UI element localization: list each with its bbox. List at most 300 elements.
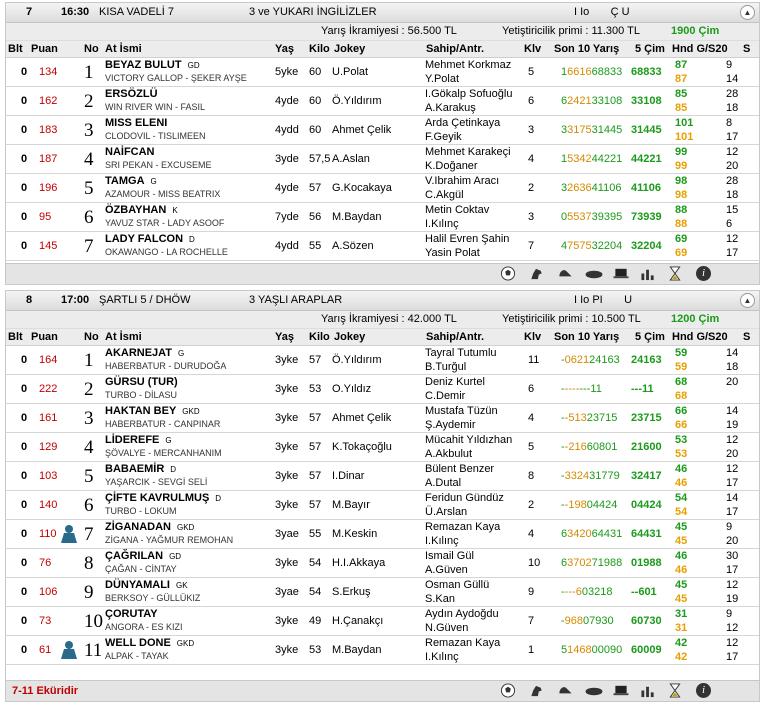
g-s20-first: 12: [726, 637, 739, 649]
horse-name[interactable]: ÇAĞRILAN GD: [105, 550, 182, 562]
horse-row[interactable]: [6, 174, 759, 203]
laptop-icon[interactable]: [612, 266, 628, 281]
owner-name[interactable]: Remazan Kaya: [425, 521, 501, 533]
race-number: 7: [26, 6, 33, 18]
jockey-name[interactable]: A.Aslan: [332, 153, 370, 165]
start-box: 6: [528, 95, 535, 107]
blinker: 0: [21, 499, 28, 511]
horse-weight: 49: [309, 615, 322, 627]
start-box: 8: [528, 470, 535, 482]
trainer-name[interactable]: S.Kan: [425, 593, 455, 605]
blinker: 0: [21, 615, 28, 627]
jockey-silk-icon: [58, 524, 80, 547]
last-5-turf: 04424: [631, 499, 662, 511]
race-card-7: [5, 2, 760, 285]
horse-parents: YAŞARCIK - SEVGİ SELİ: [105, 477, 208, 487]
horse-parents: ŞÖVALYE - MERCANHANIM: [105, 448, 222, 458]
horse-name[interactable]: LADY FALCON D: [105, 233, 195, 245]
col-blt[interactable]: Blt: [8, 331, 23, 343]
horse-weight: 57: [309, 354, 322, 366]
col-no[interactable]: No: [84, 331, 99, 343]
handicap-secondary: 46: [675, 564, 688, 576]
start-box: 11: [528, 354, 540, 366]
trainer-name[interactable]: C.Akgül: [425, 189, 464, 201]
jockey-name[interactable]: O.Yıldız: [332, 383, 372, 395]
horse-row[interactable]: [6, 203, 759, 232]
race-type: ŞARTLI 5 / DHÖW: [99, 294, 191, 306]
trainer-name[interactable]: C.Demir: [425, 390, 466, 402]
col-son[interactable]: Son 10 Yarış: [554, 43, 620, 55]
horse-parents: SRI PEKAN - EXCUSEME: [105, 160, 212, 170]
horse-row[interactable]: [6, 578, 759, 607]
horse-weight: 57: [309, 499, 322, 511]
g-s20-first: 30: [726, 550, 739, 562]
trainer-name[interactable]: F.Geyik: [425, 131, 462, 143]
points: 103: [39, 470, 58, 482]
blinker: 0: [21, 412, 28, 424]
trainer-name[interactable]: A.Akbulut: [425, 448, 473, 460]
owner-name[interactable]: Tayral Tutumlu: [425, 347, 497, 359]
jockey-name[interactable]: Ö.Yıldırım: [332, 95, 382, 107]
g-s20-second: 17: [726, 477, 739, 489]
race-time: 16:30: [61, 6, 90, 18]
horse-weight: 57: [309, 182, 322, 194]
horse-name[interactable]: BABAEMİR D: [105, 463, 177, 475]
owner-name[interactable]: Remazan Kaya: [425, 637, 501, 649]
soccer-ball-icon[interactable]: [500, 683, 516, 698]
horse-name[interactable]: MISS ELENI: [105, 117, 168, 129]
horse-row[interactable]: [6, 116, 759, 145]
horse-parents: AZAMOUR - MISS BEATRIX: [105, 189, 221, 199]
handicap-secondary: 42: [675, 651, 688, 663]
horse-number: 2: [84, 91, 94, 112]
horse-name[interactable]: AKARNEJAT G: [105, 347, 185, 359]
horse-weight: 55: [309, 240, 322, 252]
last-10-races: --51323715: [561, 412, 618, 424]
horse-weight: 60: [309, 66, 322, 78]
horse-number: 7: [84, 524, 94, 545]
jockey-name[interactable]: H.I.Akkaya: [332, 557, 386, 569]
collapse-toggle-icon[interactable]: ▲: [740, 293, 755, 308]
col-klv[interactable]: Klv: [524, 331, 542, 343]
blinker: 0: [21, 211, 28, 223]
horse-weight: 57,5: [309, 153, 331, 165]
horse-age: 3yae: [275, 528, 299, 540]
jockey-name[interactable]: H.Çanakçı: [332, 615, 384, 627]
race-condition: 3 ve YUKARI İNGİLİZLER: [249, 6, 377, 18]
col-cim[interactable]: 5 Çim: [635, 331, 665, 343]
horse-parents: TURBO - LOKUM: [105, 506, 177, 516]
info-icon[interactable]: i: [696, 683, 711, 698]
horse-number: 3: [84, 120, 94, 141]
col-son[interactable]: Son 10 Yarış: [554, 331, 620, 343]
horse-age: 4yde: [275, 182, 299, 194]
race-card-8: [5, 290, 760, 702]
horse-parents: WIN RIVER WIN - FASIL: [105, 102, 206, 112]
hourglass-icon[interactable]: [668, 683, 684, 698]
owner-name[interactable]: Mustafa Tüzün: [425, 405, 498, 417]
owner-name[interactable]: Osman Güllü: [425, 579, 490, 591]
handicap-secondary: 69: [675, 247, 688, 259]
handicap: 99: [675, 146, 688, 158]
handicap: 66: [675, 405, 688, 417]
horse-weight: 55: [309, 528, 322, 540]
owner-name[interactable]: Halil Evren Şahin: [425, 233, 510, 245]
collapse-toggle-icon[interactable]: ▲: [740, 5, 755, 20]
col-jokey[interactable]: Jokey: [334, 331, 366, 343]
last-5-turf: 31445: [631, 124, 662, 136]
race-prize: Yarış İkramiyesi : 56.500 TL: [321, 25, 457, 37]
column-header: [6, 40, 759, 58]
ekuri-note: 7-11 Eküridir: [12, 685, 79, 697]
jockey-name[interactable]: M.Bayır: [332, 499, 370, 511]
horse-weight: 57: [309, 470, 322, 482]
race-group: I Io Ç U: [574, 6, 630, 18]
points: 110: [39, 528, 57, 540]
g-s20-first: 9: [726, 608, 733, 620]
horse-name[interactable]: BEYAZ BULUT GD: [105, 59, 200, 71]
g-s20-first: 14: [726, 405, 739, 417]
last-5-turf: 24163: [631, 354, 662, 366]
horse-row[interactable]: [6, 404, 759, 433]
last-5-turf: 01988: [631, 557, 662, 569]
jockey-name[interactable]: Ahmet Çelik: [332, 412, 392, 424]
g-s20-first: 12: [726, 463, 739, 475]
saddle-icon[interactable]: [584, 266, 600, 281]
race-prize-bar: [6, 23, 759, 40]
horse-name[interactable]: ÇİFTE KAVRULMUŞ D: [105, 492, 222, 504]
horse-row[interactable]: [6, 87, 759, 116]
equipment-code: GKD: [176, 639, 195, 648]
owner-name[interactable]: Arda Çetinkaya: [425, 117, 501, 129]
g-s20-first: 12: [726, 579, 739, 591]
horse-number: 10: [84, 611, 103, 632]
g-s20-second: 18: [726, 361, 739, 373]
start-box: 3: [528, 124, 535, 136]
horse-head-icon[interactable]: [528, 266, 544, 281]
trainer-name[interactable]: Y.Polat: [425, 73, 460, 85]
col-hnd[interactable]: Hnd G/S20: [672, 43, 728, 55]
horse-name[interactable]: NAİFCAN: [105, 146, 155, 158]
g-s20-second: 20: [726, 160, 739, 172]
horse-row[interactable]: [6, 232, 759, 261]
g-s20-first: 9: [726, 521, 733, 533]
start-box: 3: [528, 211, 535, 223]
g-s20-second: 19: [726, 419, 739, 431]
handicap: 45: [675, 521, 688, 533]
col-klv[interactable]: Klv: [524, 43, 542, 55]
jockey-cap-icon[interactable]: [556, 266, 572, 281]
horse-weight: 54: [309, 557, 322, 569]
last-5-turf: 41106: [631, 182, 661, 194]
trainer-name[interactable]: Yasin Polat: [425, 247, 480, 259]
race-prize-bar: [6, 311, 759, 328]
last-10-races: 1534244221: [561, 153, 623, 165]
jockey-name[interactable]: M.Baydan: [332, 644, 382, 656]
horse-parents: TURBO - DİLASU: [105, 390, 178, 400]
last-5-turf: 64431: [631, 528, 662, 540]
col-hnd[interactable]: Hnd G/S20: [672, 331, 728, 343]
horse-age: 3yae: [275, 586, 299, 598]
trainer-name[interactable]: I.Kılınç: [425, 535, 459, 547]
race-header: [6, 3, 759, 23]
horse-age: 3yke: [275, 383, 299, 395]
col-at[interactable]: At İsmi: [105, 43, 142, 55]
handicap: 45: [675, 579, 688, 591]
chart-icon[interactable]: [640, 683, 656, 698]
g-s20-first: 12: [726, 233, 739, 245]
jockey-name[interactable]: Ahmet Çelik: [332, 124, 392, 136]
owner-name[interactable]: Feridun Gündüz: [425, 492, 504, 504]
start-box: 4: [528, 153, 535, 165]
handicap: 42: [675, 637, 688, 649]
equipment-code: D: [189, 235, 195, 244]
col-sahip[interactable]: Sahip/Antr.: [426, 331, 485, 343]
handicap-secondary: 87: [675, 73, 688, 85]
g-s20-second: 17: [726, 506, 739, 518]
horse-number: 3: [84, 408, 94, 429]
horse-row[interactable]: [6, 549, 759, 578]
horse-name[interactable]: HAKTAN BEY GKD: [105, 405, 200, 417]
blinker: 0: [21, 441, 28, 453]
g-s20-first: 9: [726, 59, 733, 71]
chart-icon[interactable]: [640, 266, 656, 281]
horse-weight: 53: [309, 644, 322, 656]
saddle-icon[interactable]: [584, 683, 600, 698]
trainer-name[interactable]: Ü.Arslan: [425, 506, 468, 518]
trainer-name[interactable]: I.Kılınç: [425, 651, 459, 663]
jockey-name[interactable]: K.Tokaçoğlu: [332, 441, 392, 453]
g-s20-first: 20: [726, 376, 739, 388]
g-s20-first: 15: [726, 204, 739, 216]
last-10-races: ----603218: [561, 586, 613, 598]
last-10-races: --19804424: [561, 499, 618, 511]
col-s[interactable]: S: [743, 43, 751, 55]
horse-row[interactable]: [6, 433, 759, 462]
owner-name[interactable]: V.Ibrahim Aracı: [425, 175, 500, 187]
start-box: 2: [528, 499, 535, 511]
points: 222: [39, 383, 58, 395]
owner-name[interactable]: I.Gökalp Sofuoğlu: [425, 88, 513, 100]
start-box: 5: [528, 441, 535, 453]
horse-row[interactable]: [6, 346, 759, 375]
horse-head-icon[interactable]: [528, 683, 544, 698]
horse-age: 5yke: [275, 66, 299, 78]
horse-name[interactable]: ERSÖZLÜ: [105, 88, 158, 100]
points: 95: [39, 211, 52, 223]
jockey-name[interactable]: Ö.Yıldırım: [332, 354, 382, 366]
horse-number: 9: [84, 582, 94, 603]
laptop-icon[interactable]: [612, 683, 628, 698]
horse-row[interactable]: [6, 491, 759, 520]
owner-name[interactable]: Mücahit Yıldızhan: [425, 434, 513, 446]
handicap: 98: [675, 175, 688, 187]
last-10-races: --21660801: [561, 441, 618, 453]
points: 73: [39, 615, 52, 627]
soccer-ball-icon[interactable]: [500, 266, 516, 281]
horse-name[interactable]: ÖZBAYHAN K: [105, 204, 178, 216]
start-box: 1: [528, 644, 535, 656]
horse-parents: BERKSOY - GÜLLÜKIZ: [105, 593, 201, 603]
jockey-name[interactable]: G.Kocakaya: [332, 182, 392, 194]
trainer-name[interactable]: N.Güven: [425, 622, 469, 634]
col-yas[interactable]: Yaş: [275, 331, 294, 343]
horse-number: 6: [84, 207, 94, 228]
g-s20-second: 17: [726, 564, 739, 576]
col-no[interactable]: No: [84, 43, 99, 55]
horse-age: 3yke: [275, 412, 299, 424]
last-5-turf: 60730: [631, 615, 662, 627]
last-5-turf: 21600: [631, 441, 662, 453]
start-box: 4: [528, 412, 535, 424]
equipment-code: G: [165, 436, 172, 445]
race-distance: 1200 Çim: [671, 313, 720, 325]
trainer-name[interactable]: Ş.Aydemir: [425, 419, 476, 431]
start-box: 6: [528, 383, 535, 395]
g-s20-first: 28: [726, 88, 739, 100]
handicap-secondary: 45: [675, 593, 688, 605]
race-toolbar: [6, 263, 759, 284]
horse-parents: HABERBATUR - CANPINAR: [105, 419, 221, 429]
horse-age: 3yke: [275, 354, 299, 366]
horse-number: 6: [84, 495, 94, 516]
owner-name[interactable]: Bülent Benzer: [425, 463, 495, 475]
blinker: 0: [21, 124, 28, 136]
horse-row[interactable]: [6, 607, 759, 636]
equipment-code: GK: [176, 581, 188, 590]
horse-name[interactable]: DÜNYAMALI GK: [105, 579, 188, 591]
jockey-name[interactable]: I.Dinar: [332, 470, 365, 482]
horse-age: 4yde: [275, 95, 299, 107]
handicap-secondary: 53: [675, 448, 688, 460]
horse-name[interactable]: LİDEREFE G: [105, 434, 172, 446]
trainer-name[interactable]: A.Güven: [425, 564, 468, 576]
horse-name[interactable]: ÇORUTAY: [105, 608, 158, 620]
trainer-name[interactable]: A.Dutal: [425, 477, 462, 489]
horse-parents: YAVUZ STAR - LADY ASOOF: [105, 218, 225, 228]
owner-name[interactable]: Mehmet Karakeçi: [425, 146, 511, 158]
horse-number: 2: [84, 379, 94, 400]
jockey-name[interactable]: U.Polat: [332, 66, 369, 78]
last-10-races: 0553739395: [561, 211, 623, 223]
horse-age: 3yke: [275, 441, 299, 453]
jockey-name[interactable]: S.Erkuş: [332, 586, 371, 598]
g-s20-second: 19: [726, 593, 739, 605]
horse-name[interactable]: WELL DONE GKD: [105, 637, 195, 649]
points: 61: [39, 644, 52, 656]
horse-weight: 54: [309, 586, 322, 598]
trainer-name[interactable]: B.Turğul: [425, 361, 467, 373]
horse-row[interactable]: [6, 58, 759, 87]
equipment-code: G: [178, 349, 185, 358]
race-group: I Io PI U: [574, 294, 633, 306]
info-icon[interactable]: i: [696, 266, 711, 281]
equipment-code: GD: [187, 61, 200, 70]
jockey-name[interactable]: M.Baydan: [332, 211, 382, 223]
horse-row[interactable]: [6, 520, 759, 549]
points: 129: [39, 441, 58, 453]
col-sahip[interactable]: Sahip/Antr.: [426, 43, 485, 55]
blinker: 0: [21, 95, 28, 107]
jockey-name[interactable]: A.Sözen: [332, 240, 374, 252]
col-kilo[interactable]: Kilo: [309, 43, 330, 55]
trainer-name[interactable]: I.Kılınç: [425, 218, 459, 230]
handicap-secondary: 68: [675, 390, 688, 402]
blinker: 0: [21, 66, 28, 78]
col-jokey[interactable]: Jokey: [334, 43, 366, 55]
horse-number: 4: [84, 149, 94, 170]
horse-parents: CLODOVIL - TISLIMEEN: [105, 131, 206, 141]
owner-name[interactable]: Deniz Kurtel: [425, 376, 485, 388]
horse-age: 4ydd: [275, 124, 299, 136]
col-s[interactable]: S: [743, 331, 751, 343]
last-10-races: 6242133108: [561, 95, 623, 107]
equipment-code: K: [172, 206, 178, 215]
last-5-turf: 60009: [631, 644, 662, 656]
owner-name[interactable]: Aydın Aydoğdu: [425, 608, 499, 620]
blinker: 0: [21, 383, 28, 395]
owner-name[interactable]: Mehmet Korkmaz: [425, 59, 512, 71]
horse-weight: 60: [309, 95, 322, 107]
horse-number: 5: [84, 466, 94, 487]
horse-age: 3yke: [275, 615, 299, 627]
horse-row[interactable]: [6, 636, 759, 665]
jockey-cap-icon[interactable]: [556, 683, 572, 698]
col-blt[interactable]: Blt: [8, 43, 23, 55]
points: 196: [39, 182, 58, 194]
col-puan[interactable]: Puan: [31, 43, 58, 55]
horse-row[interactable]: [6, 462, 759, 491]
horse-parents: ANGORA - ES KIZI: [105, 622, 183, 632]
g-s20-second: 17: [726, 651, 739, 663]
horse-name[interactable]: TAMGA G: [105, 175, 157, 187]
owner-name[interactable]: Ismail Gül: [425, 550, 474, 562]
handicap-secondary: 99: [675, 160, 688, 172]
blinker: 0: [21, 528, 28, 540]
horse-row[interactable]: [6, 375, 759, 404]
col-at[interactable]: At İsmi: [105, 331, 142, 343]
g-s20-second: 17: [726, 131, 739, 143]
handicap: 59: [675, 347, 688, 359]
handicap-secondary: 88: [675, 218, 688, 230]
horse-row[interactable]: [6, 145, 759, 174]
equipment-code: GKD: [182, 407, 200, 416]
handicap-secondary: 31: [675, 622, 688, 634]
trainer-name[interactable]: K.Doğaner: [425, 160, 478, 172]
points: 140: [39, 499, 58, 511]
last-5-turf: ---11: [631, 383, 654, 395]
horse-parents: VICTORY GALLOP - ŞEKER AYŞE: [105, 73, 247, 83]
handicap: 69: [675, 233, 688, 245]
horse-name[interactable]: GÜRSU (TUR): [105, 376, 178, 388]
col-yas[interactable]: Yaş: [275, 43, 294, 55]
horse-name[interactable]: ZİGANADAN GKD: [105, 521, 195, 533]
owner-name[interactable]: Metin Coktav: [425, 204, 490, 216]
col-cim[interactable]: 5 Çim: [635, 43, 665, 55]
jockey-name[interactable]: M.Keskin: [332, 528, 378, 540]
g-s20-first: 8: [726, 117, 733, 129]
handicap: 88: [675, 204, 688, 216]
horse-parents: ALPAK - TAYAK: [105, 651, 169, 661]
col-kilo[interactable]: Kilo: [309, 331, 330, 343]
col-puan[interactable]: Puan: [31, 331, 58, 343]
blinker: 0: [21, 470, 28, 482]
last-10-races: 5146800090: [561, 644, 623, 656]
trainer-name[interactable]: A.Karakuş: [425, 102, 476, 114]
handicap: 101: [675, 117, 694, 129]
horse-age: 7yde: [275, 211, 299, 223]
hourglass-icon[interactable]: [668, 266, 684, 281]
